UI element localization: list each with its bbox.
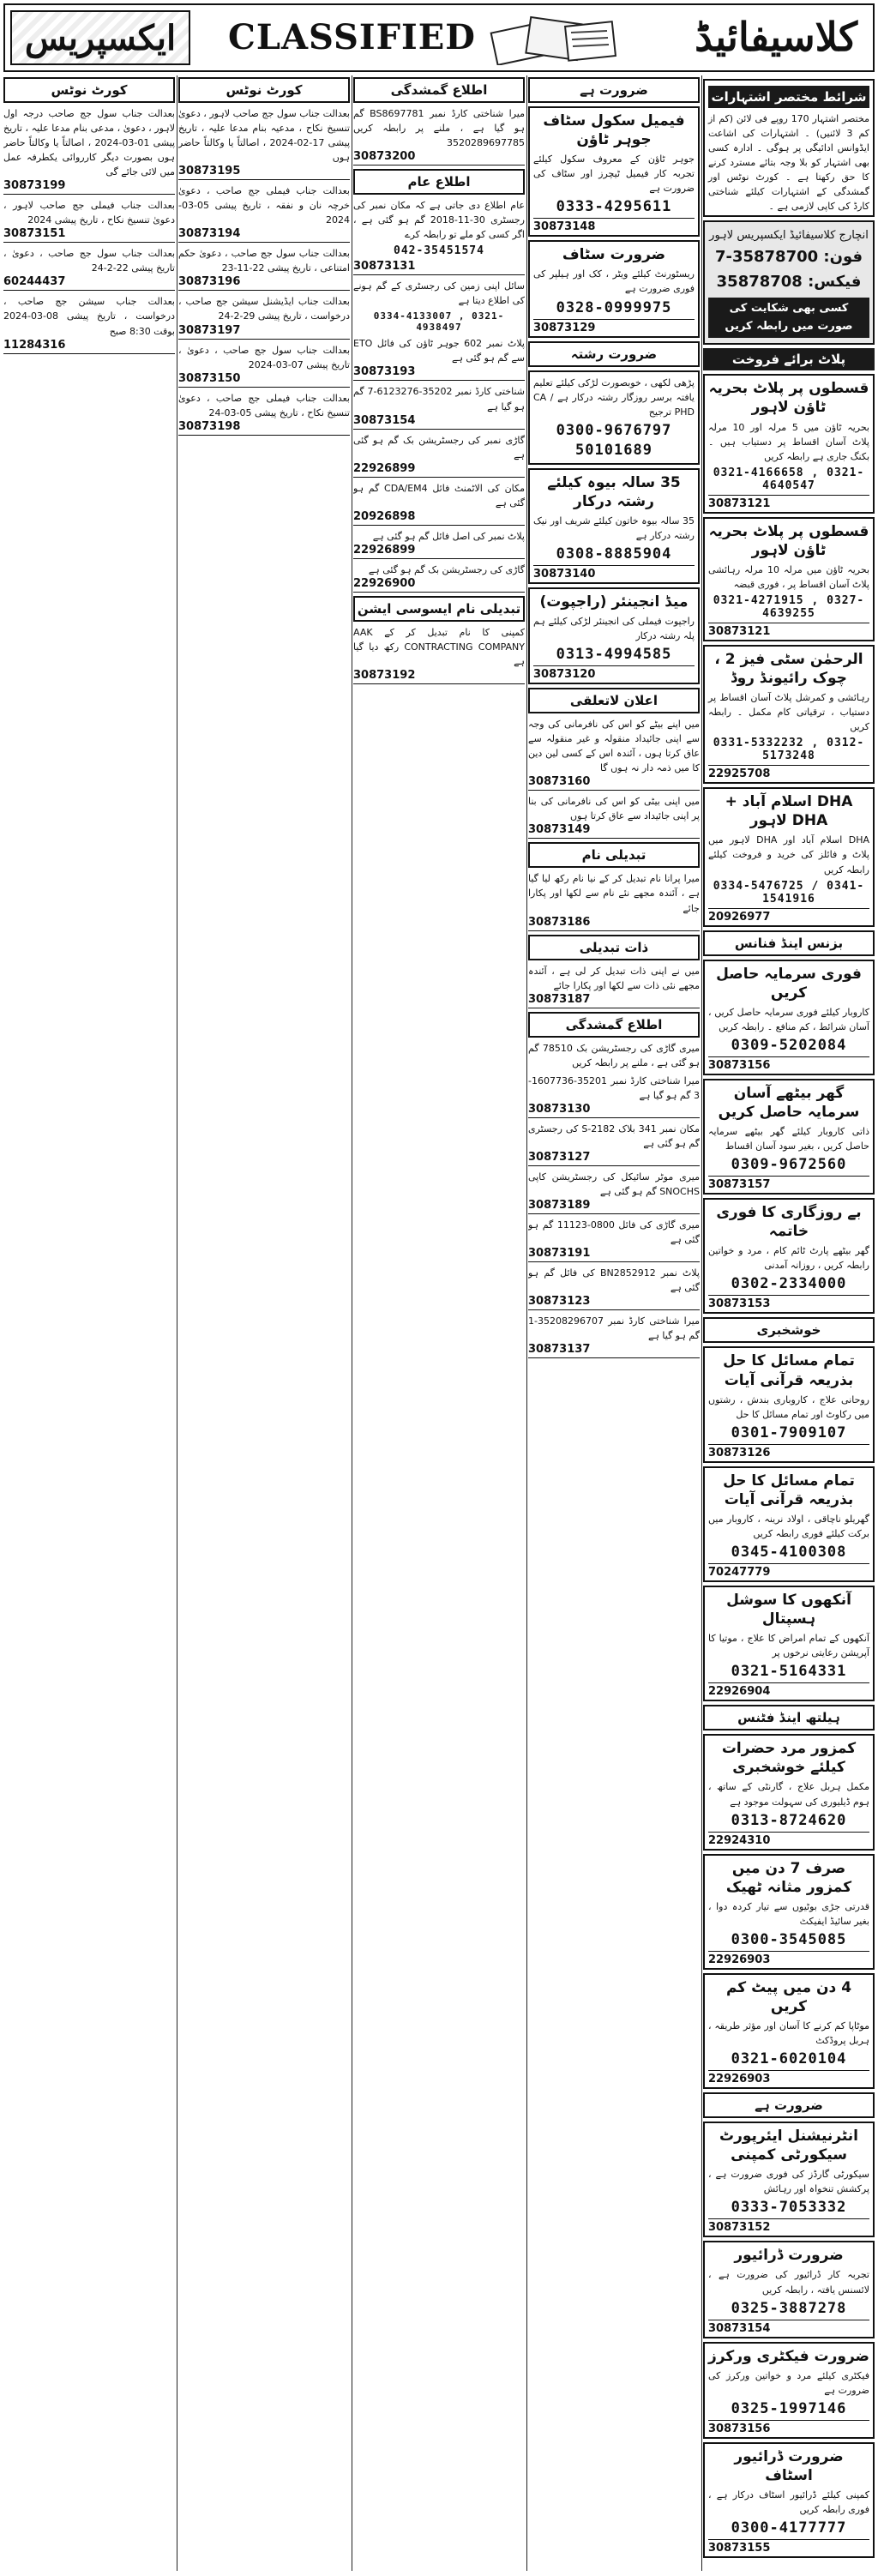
column-divider (701, 75, 702, 2571)
notice-ref: 22926899 (353, 544, 525, 559)
ad-text: موٹاپا کم کرنے کا آسان اور مؤثر طریقہ ، ہربل پروڈکٹ (708, 2020, 869, 2047)
notice-ref: 30873195 (178, 165, 350, 180)
ad-ref: 70247779 (708, 1563, 869, 1579)
ad-phone: 0321-5164331 (731, 1663, 847, 1681)
ad-title: کمزور مرد حضرات کیلئے خوشخبری (721, 1740, 857, 1777)
notice-text: میری موٹر سائیکل کی رجسٹریشن کاپی SNOCHS گم ہو گئی ہے (528, 1171, 700, 1197)
notice-ref: 22926900 (353, 577, 525, 593)
ad-ref: 30873156 (708, 2420, 869, 2435)
notice-ref: 30873199 (3, 179, 175, 195)
ad-phone: 0331-5332232 , 0312-5173248 (713, 737, 865, 763)
ad-title: بے روزگاری کا فوری خاتمہ (716, 1204, 862, 1241)
section-property: پلاٹ برائے فروخت (703, 348, 875, 370)
ad-box (703, 645, 875, 784)
ad-box (703, 1079, 875, 1195)
notice-ref: 30873194 (178, 227, 350, 243)
notice-text: کمپنی کا نام تبدیل کر کے AAK CONTRACTING COMPANY رکھ دیا گیا ہے (353, 626, 525, 667)
ad-phone: 0300-3545085 (731, 1930, 847, 1948)
section-lost: اطلاع گمشدگی (528, 1012, 700, 1038)
ad-title: ضرورت ڈرائیور اسٹاف (734, 2447, 844, 2484)
ad-text: قدرتی جڑی بوٹیوں سے تیار کردہ دوا ، بغیر سائیڈ ایفیکٹ (708, 1900, 869, 1927)
contact-label: انچارج کلاسیفائیڈ ایکسپریس لاہور (709, 229, 869, 243)
title-urdu: کلاسیفائیڈ (695, 14, 857, 60)
ad-text: بحریہ ٹاؤن میں مرلہ 10 مرلہ رہائشی پلاٹ آسان اقساط پر ، فوری قبضہ (708, 563, 870, 590)
ad-text: ریسٹورنٹ کیلئے ویٹر ، کک اور ہیلپر کی فوری ضرورت ہے (533, 268, 695, 295)
ad-phone: 0313-4994585 (556, 646, 672, 664)
ad-phone: 0309-9672560 (731, 1156, 847, 1174)
notice-text: میری گاڑی کی رجسٹریشن بک 78510 گم ہو گئی ہے ، ملنے پر رابطہ کریں (528, 1042, 700, 1068)
notice-text: بعدالت جناب سیشن جج صاحب ، درخواست ، تاریخ پیشی 08-03-2024 بوقت 8:30 صبح (3, 296, 175, 337)
section-rishta: ضرورت رشتہ (528, 341, 700, 367)
notice-text: میرا شناختی کارڈ نمبر 35201-1607736-3 گم ہو گیا ہے (528, 1074, 700, 1101)
ad-box (703, 960, 875, 1075)
notice-text: بعدالت جناب سول جج صاحب ، دعویٰ ، تاریخ پیشی 22-2-24 (3, 248, 175, 274)
notice-text: شناختی کارڈ نمبر 35202-6123276-7 گم ہو گیا ہے (353, 386, 525, 412)
column-divider (526, 75, 527, 2571)
classified-banner (3, 3, 875, 72)
section-court-notice: کورٹ نوٹس (178, 77, 350, 103)
ad-ref: 30873148 (533, 218, 695, 233)
ad-title: الرحمٰن سٹی فیز 2 ، چوک رائیونڈ روڈ (714, 650, 863, 688)
ad-box (703, 1973, 875, 2089)
ad-phone: 0345-4100308 (731, 1543, 847, 1561)
notice-text: بعدالت جناب سول جج صاحب ، دعویٰ حکم امتناعی ، تاریخ پیشی 22-11-23 (178, 248, 350, 274)
ad-title: تمام مسائل کا حل بذریعہ قرآنی آیات (723, 1352, 855, 1389)
ad-ref: 30873120 (533, 665, 695, 681)
rates-heading: شرائط مختصر اشتہارات (708, 86, 869, 108)
ad-phone: 0333-4295611 (556, 198, 672, 216)
notice-text: پلاٹ نمبر BN2852912 کی فائل گم ہو گئی ہے (528, 1267, 700, 1294)
ad-box (703, 1734, 875, 1850)
notice-text: بعدالت جناب فیملی جج صاحب لاہور ، دعویٰ تنسیخ نکاح ، تاریخ پیشی 2024 (3, 200, 175, 226)
notice-ref: 30873198 (178, 420, 350, 436)
ad-phone: 0302-2334000 (731, 1275, 847, 1293)
ad-phone: 0334-5476725 / 0341-1541916 (713, 879, 865, 906)
notice-ref: 30873193 (353, 365, 525, 381)
ad-text: پڑھی لکھی ، خوبصورت لڑکی کیلئے تعلیم یافتہ برسر روزگار رشتہ درکار ہے CA / PHD ترجیح (533, 376, 695, 418)
section-wanted: ضرورت ہے (528, 77, 700, 103)
ad-title: ضرورت سٹاف (562, 246, 666, 264)
notice-ref: 30873196 (178, 275, 350, 291)
section-name-change: تبدیلی نام (528, 842, 700, 868)
ad-box (703, 517, 875, 641)
notice-ref: 30873192 (353, 669, 525, 684)
notice-text: میں اپنے بیٹے کو اس کی نافرمانی کی وجہ سے اپنی جائیداد منقولہ و غیر منقولہ سے عاق کرتا ہوں ، آئندہ اس کے کسی لین دین کا میں ذمہ دار نہ ہوں گا (528, 719, 700, 774)
ad-text: رہائشی و کمرشل پلاٹ آسان اقساط پر دستیاب ، ترقیاتی کام مکمل ۔ رابطہ کریں (708, 692, 869, 733)
notice-text: پلاٹ نمبر کی اصل فائل گم ہو گئی ہے (372, 530, 525, 542)
ad-ref: 30873129 (533, 319, 695, 334)
ad-box (703, 1586, 875, 1701)
ad-phone: 0300-4177777 (731, 2519, 847, 2537)
ad-text: کاروبار کیلئے فوری سرمایہ حاصل کریں ، آسان شرائط ، کم منافع ۔ رابطہ کریں (708, 1006, 869, 1032)
ad-title: گھر بیٹھے آسان سرمایہ حاصل کریں (718, 1084, 860, 1121)
notice-text: میرا شناختی کارڈ نمبر BS8697781 گم ہو گیا ہے ، ملنے پر رابطہ کریں 3520289697785 (353, 108, 525, 149)
ad-ref: 30873152 (708, 2218, 869, 2234)
notice-text: گاڑی کی رجسٹریشن بک گم ہو گئی ہے (368, 563, 525, 575)
notice-text: میرا شناختی کارڈ نمبر 35208296707-1 گم ہو گیا ہے (528, 1315, 700, 1342)
notice-ref: 30873200 (353, 150, 525, 166)
contact-note: کسی بھی شکایت کی صورت میں رابطہ کریں (708, 298, 869, 339)
ad-text: راجپوت فیملی کی انجینئر لڑکی کیلئے ہم پلہ رشتہ درکار (533, 616, 695, 642)
ad-phone: 0309-5202084 (731, 1036, 847, 1054)
rates-box (703, 79, 875, 217)
notice-ref: 30873186 (528, 916, 700, 931)
ad-title: انٹرنیشنل ایئرپورٹ سیکورٹی کمپنی (719, 2128, 858, 2164)
ad-title: تمام مسائل کا حل بذریعہ قرآنی آیات (723, 1472, 855, 1508)
ad-title: ضرورت ڈرائیور (734, 2247, 844, 2265)
section-good-news: خوشخبری (703, 1317, 875, 1343)
ad-title: 35 سالہ بیوہ کیلئے رشتہ درکار (547, 473, 681, 510)
notice-text: میری گاڑی کی فائل 0800-11123 گم ہو گئی ہے (528, 1219, 700, 1246)
notice-ref: 20926898 (353, 510, 525, 526)
ad-text: گھریلو ناچاقی ، اولاد نرینہ ، کاروبار میں برکت کیلئے فوری رابطہ کریں (708, 1513, 869, 1539)
section-rename-company: تبدیلی نام ایسوسی ایشن (353, 596, 525, 622)
ad-ref: 30873121 (708, 495, 869, 510)
ad-ref: 30873155 (708, 2539, 869, 2555)
ad-text: روحانی علاج ، کاروباری بندش ، رشتوں میں رکاوٹ اور تمام مسائل کا حل (708, 1393, 869, 1420)
ad-text: 35 سالہ بیوہ خاتون کیلئے شریف اور نیک رشتہ درکار ہے (533, 515, 695, 541)
ad-title: DHA اسلام آباد + DHA لاہور (725, 793, 853, 830)
notice-ref: 30873130 (528, 1103, 700, 1118)
ad-phone: 0301-7909107 (731, 1423, 847, 1441)
ad-phone: 0328-0999975 (556, 298, 672, 316)
ad-ref: 30873140 (533, 565, 695, 581)
notice-ref: 30873154 (353, 414, 525, 430)
notice-text: بعدالت جناب سول جج صاحب ، دعویٰ ، تاریخ پیشی 07-03-2024 (178, 344, 350, 370)
ad-title: فوری سرمایہ حاصل کریں (716, 965, 862, 1002)
ad-text: آنکھوں کے تمام امراض کا علاج ، موتیا کا آپریشن رعایتی نرخوں پر (708, 1633, 869, 1659)
column-4 (528, 75, 700, 2571)
notice-text: گاڑی نمبر کی رجسٹریشن بک گم ہو گئی ہے (353, 434, 525, 460)
notice-ref: 30873127 (528, 1151, 700, 1166)
notice-ref: 30873131 (353, 260, 525, 275)
ad-phone: 0321-6020104 (731, 2050, 847, 2068)
notice-ref: 30873189 (528, 1199, 700, 1214)
ad-box (703, 374, 875, 513)
notice-ref: 11284316 (3, 339, 175, 354)
ad-ref: 30873157 (708, 1176, 869, 1191)
ad-ref: 22924310 (708, 1832, 869, 1847)
notice-text: مکان نمبر 341 بلاک S-2182 کی رجسٹری گم ہو گئی ہے (528, 1122, 700, 1149)
section-health: ہیلتھ اینڈ فٹنس (703, 1705, 875, 1730)
express-logo (10, 10, 190, 65)
contact-box (703, 220, 875, 345)
ad-box (703, 2442, 875, 2558)
ad-text: سیکورٹی گارڈز کی فوری ضرورت ہے ، پرکشش تنخواہ اور رہائش (708, 2169, 869, 2195)
column-5 (703, 75, 875, 2571)
ad-box (703, 1466, 875, 1582)
ad-box (528, 370, 700, 465)
rates-text: مختصر اشتہار 170 روپے فی لائن (کم از کم 3 لائنیں) ۔ اشتہارات کی اشاعت ایڈوانس ادائیگی پر ہوگی ۔ ادارہ کسی بھی اشتہار کو بلا وجہ بتائے مسترد کرنے کا حق رکھتا ہے ۔ کورٹ نوٹس اور گمشدگی کے اشتہارات کیلئے شناختی کارڈ کی کاپی لازمی ہے ۔ (708, 113, 869, 213)
section-court-notice: کورٹ نوٹس (3, 77, 175, 103)
ad-box (528, 240, 700, 337)
ad-phone: 0321-4271915 , 0327-4639255 (713, 593, 865, 620)
notice-text: بعدالت جناب ایڈیشنل سیشن جج صاحب ، درخواست ، تاریخ پیشی 29-2-24 (178, 296, 350, 322)
notice-ref: 30873123 (528, 1295, 700, 1310)
ad-phone: 0325-3887278 (731, 2299, 847, 2317)
ad-phone: 0313-8724620 (731, 1811, 847, 1829)
ad-title: 4 دن میں پیٹ کم کریں (725, 1978, 852, 2015)
notice-ref: 30873160 (528, 775, 700, 791)
ad-phone: 0300-9676797 (556, 421, 672, 439)
ad-phone: 0325-1997146 (731, 2399, 847, 2417)
column-3 (353, 75, 525, 2571)
ad-text: بحریہ ٹاؤن میں 5 مرلہ اور 10 مرلہ پلاٹ آسان اقساط پر دستیاب ہیں ۔ بکنگ جاری ہے رابطہ کریں (708, 421, 869, 462)
ad-text: تجربہ کار ڈرائیور کی ضرورت ہے ، لائسنس یافتہ ، رابطہ کریں (708, 2269, 869, 2296)
column-1 (3, 75, 175, 2571)
ad-box (703, 787, 875, 926)
ad-box (703, 2342, 875, 2439)
newspaper-stack-icon (485, 12, 622, 65)
notice-text: بعدالت جناب سول جج صاحب لاہور ، دعویٰ تنسیخ نکاح ، مدعیہ بنام مدعا علیہ ، تاریخ پیشی 17-02-2024 ، اصالتاً یا وکالتاً حاضر ہوں (178, 108, 350, 164)
section-lost: اطلاع گمشدگی (353, 77, 525, 103)
ad-box (703, 1346, 875, 1462)
ad-text: فیکٹری کیلئے مرد و خواتین ورکرز کی ضرورت ہے (708, 2369, 869, 2396)
ad-phone: 0333-7053332 (731, 2199, 847, 2217)
ad-ref: 22926904 (708, 1682, 869, 1698)
notice-text: بعدالت جناب فیملی جج صاحب ، دعویٰ تنسیخ نکاح ، تاریخ پیشی 05-03-24 (178, 392, 350, 418)
notice-text: بعدالت جناب سول جج صاحب درجہ اول لاہور ، دعویٰ ، مدعی بنام مدعا علیہ ، تاریخ پیشی 01-03-2024 ، اصالتاً یا وکالتاً حاضر ہوں بصورت دیگر کارروائی یکطرفہ عمل میں لائی جائے گی (3, 108, 175, 178)
section-disown: اعلان لاتعلقی (528, 688, 700, 713)
ad-box (528, 587, 700, 684)
section-caste-change: ذات تبدیلی (528, 935, 700, 960)
notice-text: میں نے اپنی ذات تبدیل کر لی ہے ، آئندہ مجھے نئی ذات سے لکھا اور پکارا جائے (528, 965, 700, 991)
ad-text: کمپنی کیلئے ڈرائیور اسٹاف درکار ہے ، فوری رابطہ کریں (708, 2489, 869, 2515)
ad-phone: 0308-8885904 (556, 545, 672, 563)
ad-box (703, 1854, 875, 1970)
ad-text: گھر بیٹھے پارٹ ٹائم کام ، مرد و خواتین رابطہ کریں ، روزانہ آمدنی (708, 1245, 869, 1272)
ad-title: میڈ انجینئر (راجپوت) (539, 593, 689, 611)
ad-box (703, 2122, 875, 2237)
notice-text: میں اپنی بیٹی کو اس کی نافرمانی کی بنا پر اپنی جائیداد سے عاق کرتا ہوں (528, 796, 700, 822)
title-english: CLASSIFIED (228, 17, 476, 57)
notice-phone: 042-35451574 (394, 244, 484, 258)
ad-ref: 20926977 (708, 908, 869, 924)
section-wanted: ضرورت ہے (703, 2092, 875, 2118)
notice-ref: 30873149 (528, 823, 700, 839)
contact-fax: فیکس: 35878708 (716, 272, 862, 291)
notice-text: بعدالت جناب فیملی جج صاحب ، دعویٰ خرچہ نان و نفقہ ، تاریخ پیشی 05-03-2024 (178, 185, 350, 226)
notice-ref: 30873187 (528, 993, 700, 1008)
ad-title: فیمیل سکول سٹاف جوہر ٹاؤن (543, 112, 685, 149)
ad-box (528, 468, 700, 584)
notice-text: عام اطلاع دی جاتی ہے کہ مکان نمبر کی رجسٹری 30-11-2018 گم ہو گئی ہے ، اگر کسی کو ملے تو رابطہ کرے (353, 200, 525, 241)
ad-text: ذاتی کاروبار کیلئے گھر بیٹھے سرمایہ حاصل کریں ، بغیر سود آسان اقساط (708, 1126, 869, 1153)
ad-title: ضرورت فیکٹری ورکرز (708, 2347, 869, 2365)
section-public-notice: اطلاع عام (353, 169, 525, 195)
ad-ref: 30873126 (708, 1444, 869, 1460)
ad-box (703, 2241, 875, 2338)
section-business: بزنس اینڈ فنانس (703, 930, 875, 956)
ad-ref: 22926903 (708, 2070, 869, 2085)
contact-phone: فون: 35878700-7 (714, 248, 863, 267)
ad-text: جوہر ٹاؤن کے معروف سکول کیلئے تجربہ کار فیمیل ٹیچرز اور سٹاف کی ضرورت ہے (533, 153, 695, 195)
notice-text: پلاٹ نمبر 602 جوہر ٹاؤن کی فائل ETO سے گم ہو گئی ہے (353, 338, 525, 364)
notice-ref: 60244437 (3, 275, 175, 291)
notice-ref: 22926899 (353, 462, 525, 478)
ad-title: قسطوں پر پلاٹ بحریہ ٹاؤن لاہور (708, 380, 869, 417)
ad-title: قسطوں پر پلاٹ بحریہ ٹاؤن لاہور (708, 522, 869, 559)
ad-ref: 30873121 (708, 623, 869, 638)
ad-ref: 30873156 (708, 1056, 869, 1072)
notice-ref: 30873191 (528, 1247, 700, 1262)
notice-text: مکان کی الاٹمنٹ فائل CDA/EM4 گم ہو گئی ہے (353, 482, 525, 509)
notice-ref: 30873137 (528, 1343, 700, 1358)
ad-text: DHA اسلام آباد اور DHA لاہور میں پلاٹ و فائلز کی خرید و فروخت کیلئے رابطہ کریں (708, 834, 869, 876)
ad-ref: 30873153 (708, 1295, 869, 1310)
logo-text: ایکسپریس (24, 17, 177, 58)
notice-ref: 30873151 (3, 227, 175, 243)
column-2 (178, 75, 350, 2571)
notice-phone: 0334-4133007 , 0321-4938497 (373, 310, 505, 334)
ad-text: مکمل ہربل علاج ، گارنٹی کے ساتھ ، ہوم ڈیلیوری کی سہولت موجود ہے (708, 1781, 869, 1808)
ad-phone: 50101689 (575, 441, 652, 459)
ad-ref: 22925708 (708, 765, 869, 780)
ad-title: آنکھوں کا سوشل ہسپتال (726, 1591, 851, 1628)
notice-text: سائل اپنی زمین کی رجسٹری کے گم ہونے کی اطلاع دیتا ہے (353, 280, 525, 307)
notice-ref: 30873150 (178, 372, 350, 388)
ad-title: صرف 7 دن میں کمزور مثانہ ٹھیک (725, 1859, 852, 1896)
notice-text: میرا پرانا نام تبدیل کر کے نیا نام رکھ لیا گیا ہے ، آئندہ مجھے نئے نام سے لکھا اور پکارا جائے (528, 873, 700, 914)
ad-box (703, 1198, 875, 1314)
ad-phone: 0321-4166658 , 0321-4640547 (713, 466, 865, 492)
ad-box (528, 106, 700, 237)
notice-ref: 30873197 (178, 324, 350, 340)
ad-ref: 22926903 (708, 1951, 869, 1966)
ad-ref: 30873154 (708, 2320, 869, 2335)
